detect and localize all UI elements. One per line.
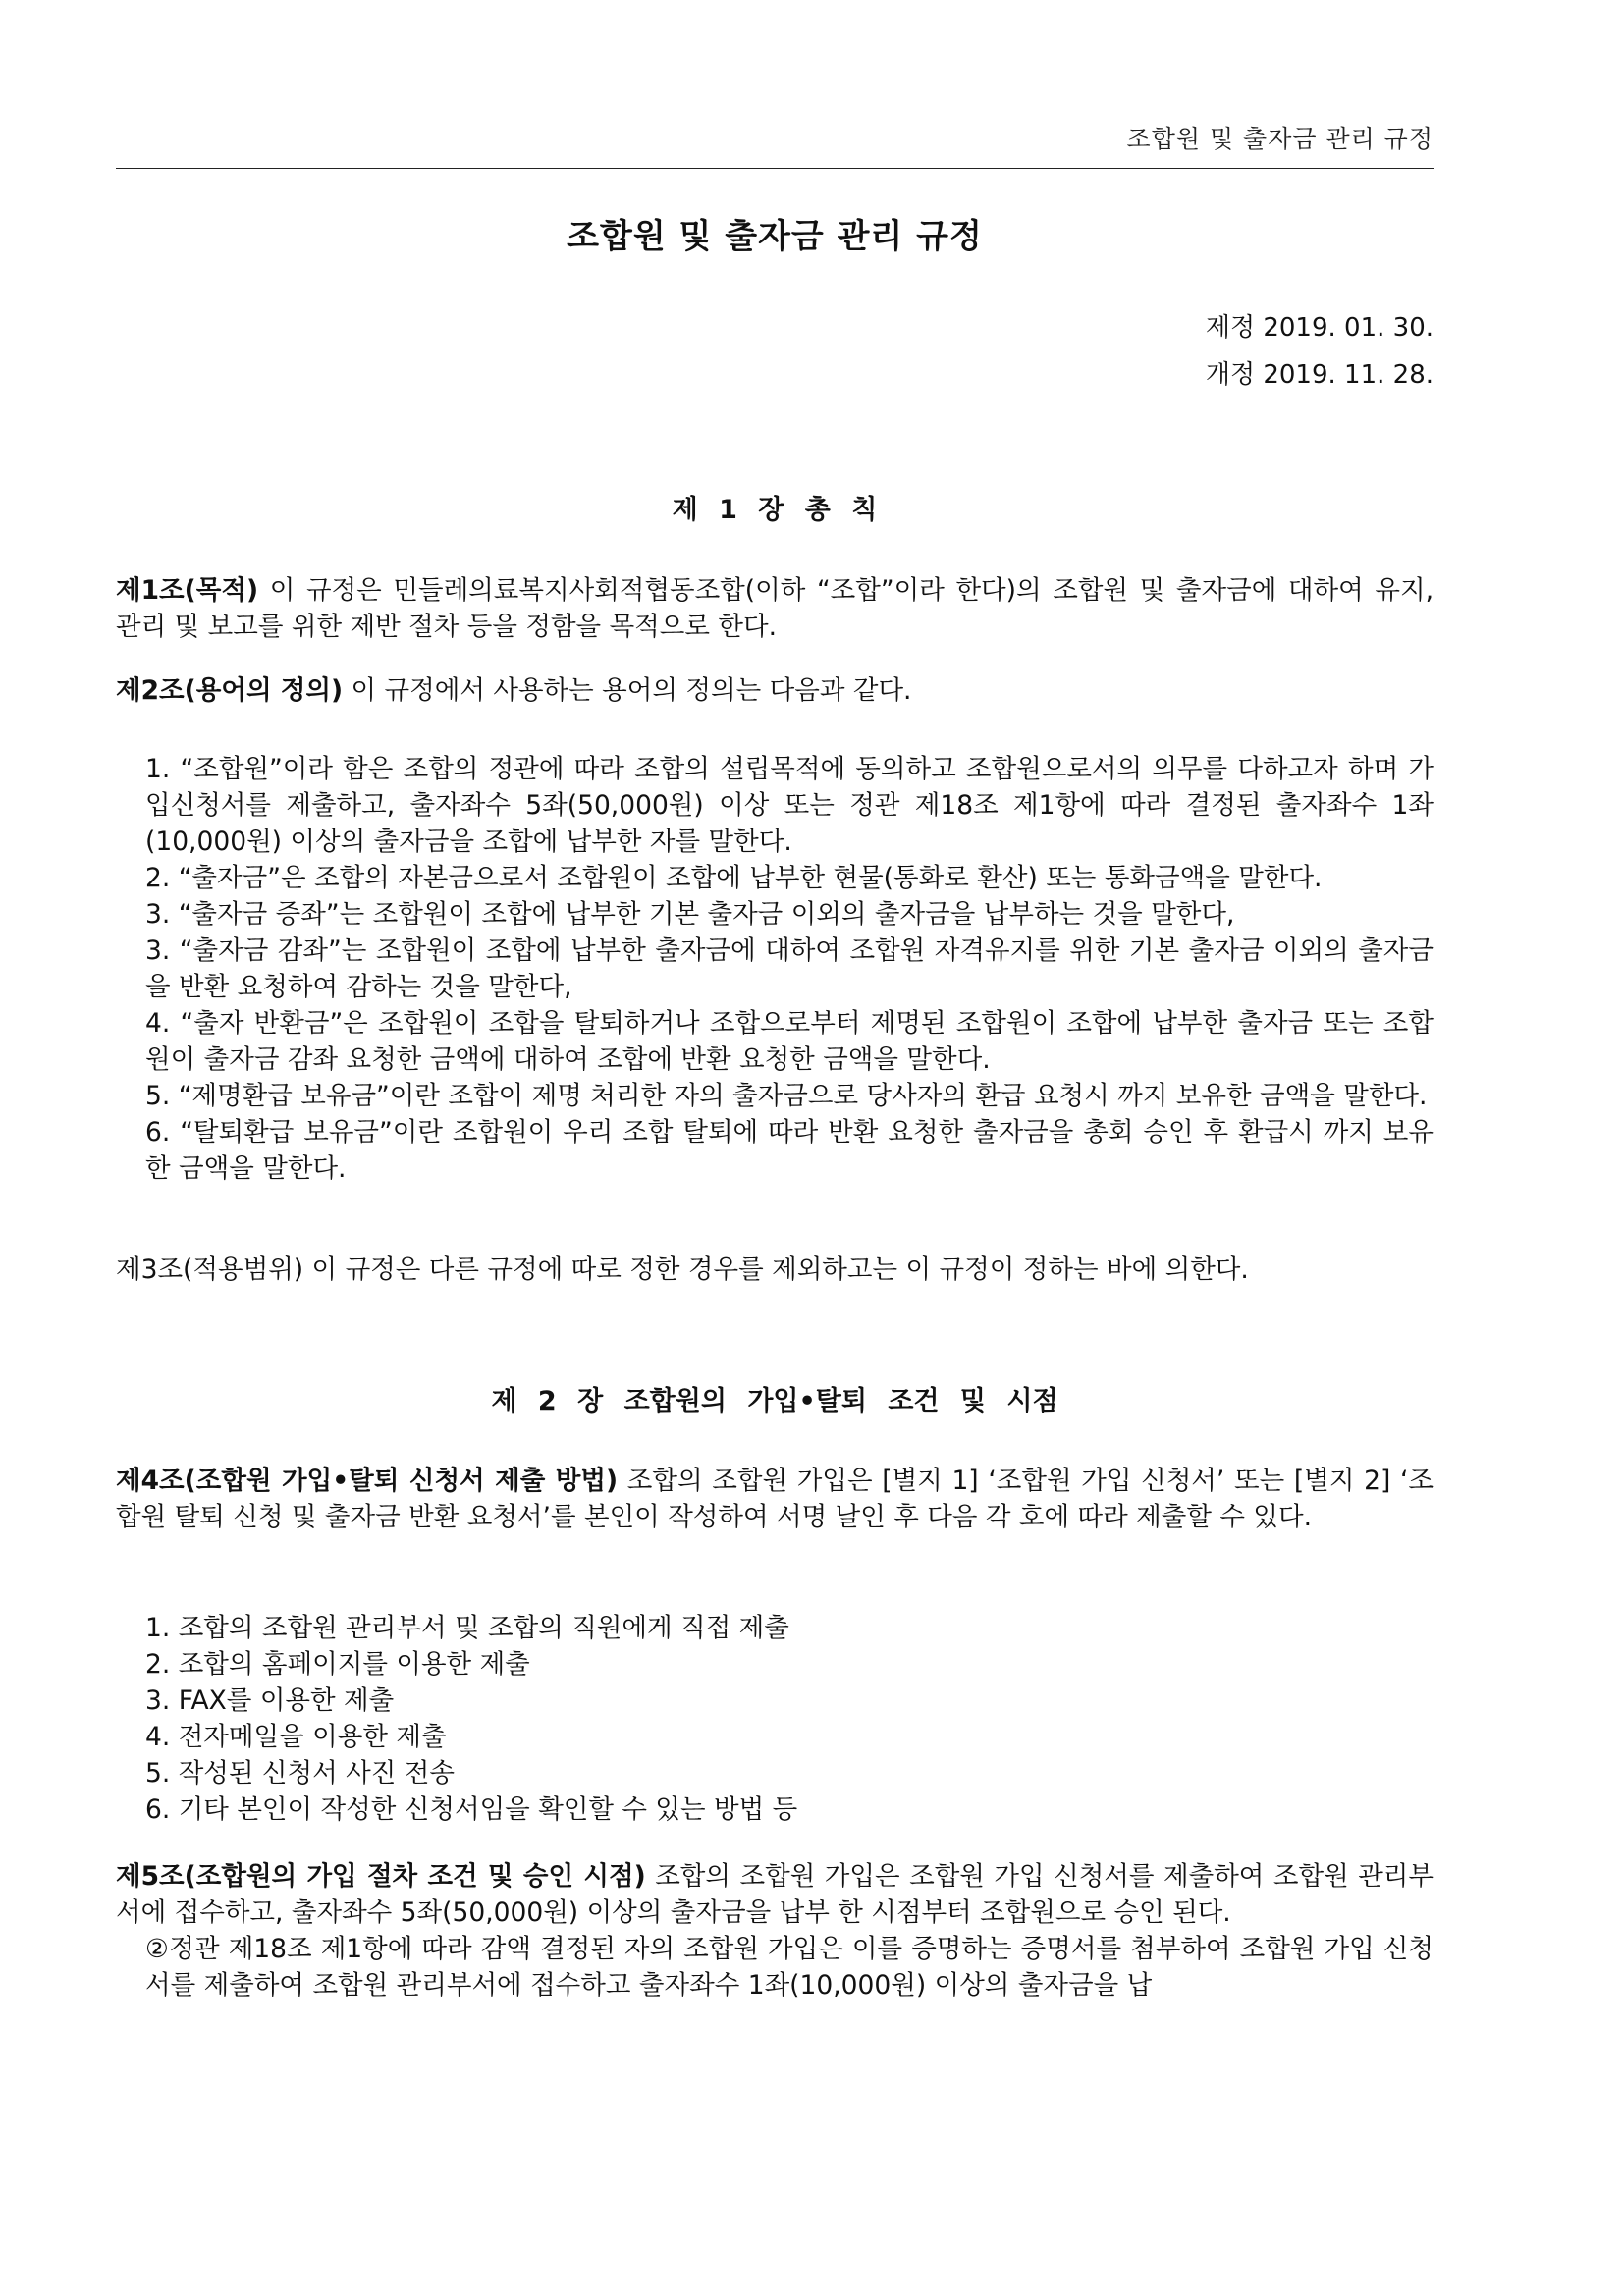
article-3: 제3조(적용범위) 이 규정은 다른 규정에 따로 정한 경우를 제외하고는 이 규정이 정하는 바에 의한다. [116,1255,1249,1285]
list-item: 1. 조합의 조합원 관리부서 및 조합의 직원에게 직접 제출 [145,1613,789,1643]
article-5-paragraph-2: ②정관 제18조 제1항에 따라 감액 결정된 자의 조합원 가입은 이를 증명하는 증명서를 첨부하여 조합원 가입 신청서를 제출하여 조합원 관리부서에 접수하고 출자좌수 1좌(10,000원) 이상의 출자금을 납 [145,1934,1434,2001]
list-item: 2. “출자금”은 조합의 자본금으로서 조합원이 조합에 납부한 현물(통화로 환산) 또는 통화금액을 말한다. [145,863,1323,893]
article-5-heading: 제5조(조합원의 가입 절차 조건 및 승인 시점) [116,1861,646,1892]
list-item: 3. “출자금 감좌”는 조합원이 조합에 납부한 출자금에 대하여 조합원 자격유지를 위한 기본 출자금 이외의 출자금을 반환 요청하여 감하는 것을 말한다, [145,935,1434,1002]
article-2 [116,672,1434,709]
article-4-text: 조합의 조합원 가입은 [별지 1] ‘조합원 가입 신청서’ 또는 [별지 2] ‘조합원 탈퇴 신청 및 출자금 반환 요청서’를 본인이 작성하여 서명 날인 후 다음 각 호에 따라 제출할 수 있다. [116,1466,1434,1532]
revised-date: 개정 2019. 11. 28. [1205,360,1434,390]
list-item: 2. 조합의 홈페이지를 이용한 제출 [145,1649,530,1680]
list-item: 3. “출자금 증좌”는 조합원이 조합에 납부한 기본 출자금 이외의 출자금을 납부하는 것을 말한다, [145,899,1235,930]
list-item: 6. 기타 본인이 작성한 신청서임을 확인할 수 있는 방법 등 [145,1794,798,1825]
article-2-definitions [145,751,1434,1187]
list-item: 4. “출자 반환금”은 조합원이 조합을 탈퇴하거나 조합으로부터 제명된 조합원이 조합에 납부한 출자금 또는 조합원이 출자금 감좌 요청한 금액에 대하여 조합에 반환 요청한 금액을 말한다. [145,1008,1434,1075]
article-2-heading: 제2조(용어의 정의) [116,675,344,706]
article-1-text: 이 규정은 민들레의료복지사회적협동조합(이하 “조합”이라 한다)의 조합원 및 출자금에 대하여 유지, 관리 및 보고를 위한 제반 절차 등을 정함을 목적으로 한다. [116,575,1434,642]
enacted-date: 제정 2019. 01. 30. [1205,313,1434,343]
article-1-heading: 제1조(목적) [116,575,259,606]
header-divider [116,168,1434,169]
list-item: 4. 전자메일을 이용한 제출 [145,1722,447,1752]
list-item: 6. “탈퇴환급 보유금”이란 조합원이 우리 조합 탈퇴에 따라 반환 요청한 출자금을 총회 승인 후 환급시 까지 보유한 금액을 말한다. [145,1117,1434,1184]
document-title: 조합원 및 출자금 관리 규정 [567,217,983,256]
article-4 [116,1463,1434,1535]
article-5 [116,1858,1434,2003]
list-item: 5. 작성된 신청서 사진 전송 [145,1758,455,1789]
article-1 [116,572,1434,645]
article-5-text: 조합의 조합원 가입은 조합원 가입 신청서를 제출하여 조합원 관리부서에 접수하고, 출자좌수 5좌(50,000원) 이상의 출자금을 납부 한 시점부터 조합원으로 승인 된다. [116,1861,1434,1928]
chapter-2-heading: 제 2 장 조합원의 가입•탈퇴 조건 및 시점 [491,1386,1058,1416]
chapter-1-heading: 제 1 장 총 칙 [672,495,878,525]
article-4-heading: 제4조(조합원 가입•탈퇴 신청서 제출 방법) [116,1466,619,1496]
article-2-text: 이 규정에서 사용하는 용어의 정의는 다음과 같다. [343,675,912,706]
list-item: 3. FAX를 이용한 제출 [145,1685,395,1716]
running-header: 조합원 및 출자금 관리 규정 [1126,125,1434,153]
revision-dates [116,304,1434,399]
list-item: 1. “조합원”이라 함은 조합의 정관에 따라 조합의 설립목적에 동의하고 조합원으로서의 의무를 다하고자 하며 가입신청서를 제출하고, 출자좌수 5좌(50,000원) 이상 또는 정관 제18조 제1항에 따라 결정된 출자좌수 1좌(10,000원) 이상의 출자금을 조합에 납부한 자를 말한다. [145,754,1434,857]
article-4-methods [145,1610,1434,1828]
list-item: 5. “제명환급 보유금”이란 조합이 제명 처리한 자의 출자금으로 당사자의 환급 요청시 까지 보유한 금액을 말한다. [145,1081,1428,1111]
